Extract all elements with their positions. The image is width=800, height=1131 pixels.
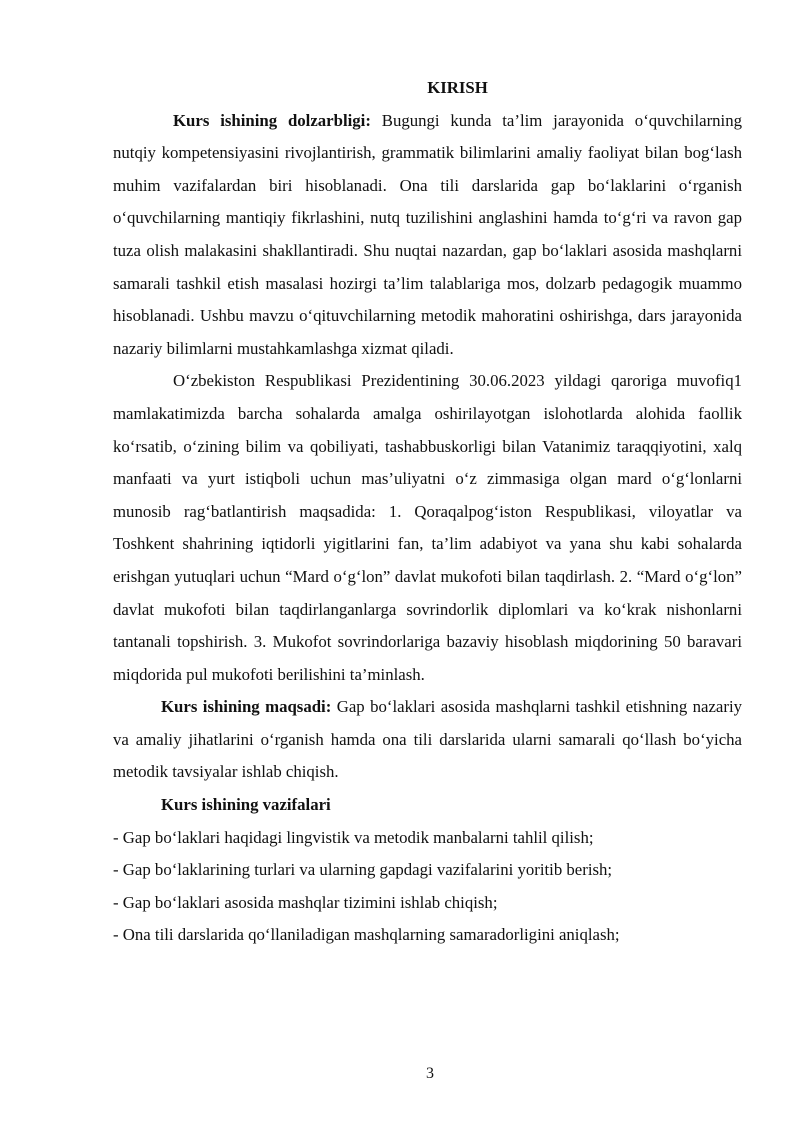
section-heading: KIRISH bbox=[427, 78, 488, 97]
task-item: - Gap bo‘laklari haqidagi lingvistik va metodik manbalarni tahlil qilish; bbox=[113, 827, 594, 847]
tasks-heading: Kurs ishining vazifalari bbox=[161, 795, 331, 815]
goal-text: Gap bo‘laklari asosida mashqlarni tashkil etishning nazariy va amaliy jihatlarini o‘rganish hamda ona tili darslarida ularni samarali qo‘llash bo‘yicha metodik tavsiyalar ishlab chiqish. bbox=[113, 697, 742, 782]
task-item: - Gap bo‘laklari asosida mashqlar tizimini ishlab chiqish; bbox=[113, 892, 498, 912]
decree-paragraph: O‘zbekiston Respublikasi Prezidentining 30.06.2023 yildagi qaroriga muvofiq1 mamlakatimizda barcha sohalarda amalga oshirilayotgan islohotlarda alohida faollik ko‘rsatib, o‘zining bilim va qobiliyati, tashabbuskorligi bilan Vatanimiz taraqqiyotini, xalq manfaati va yurt istiqboli uchun mas’uliyatni o‘z zimmasiga olgan mard o‘g‘lonlarni munosib rag‘batlantirish maqsadida: 1. Qoraqalpog‘iston Respublikasi, viloyatlar va Toshkent shahrining iqtidorli yigitlarini fan, ta’lim adabiyot va yana shu kabi sohalarda erishgan yutuqlari uchun “Mard o‘g‘lon” davlat mukofoti bilan taqdirlash. 2. “Mard o‘g‘lon” davlat mukofoti bilan taqdirlanganlarga sovrindorlik diplomlari va ko‘krak nishonlarni tantanali topshirish. 3. Mukofot sovrindorlariga bazaviy hisoblash miqdorining 50 baravari miqdorida pul mukofoti berilishini ta’minlash. bbox=[113, 371, 742, 684]
task-item: - Gap bo‘laklarining turlari va ularning gapdagi vazifalarini yoritib berish; bbox=[113, 860, 613, 880]
goal-label: Kurs ishining maqsadi: bbox=[161, 697, 332, 717]
relevance-label: Kurs ishining dolzarbligi: bbox=[173, 110, 371, 130]
page-number: 3 bbox=[426, 1065, 434, 1082]
relevance-text: Bugungi kunda ta’lim jarayonida o‘quvchilarning nutqiy kompetensiyasini rivojlantirish, grammatik bilimlarini amaliy faoliyat bilan bog‘lash muhim vazifalardan biri hisoblanadi. Ona tili darslarida gap bo‘laklarini o‘rganish o‘quvchilarning mantiqiy fikrlashini, nutq tuzilishini anglashini hamda to‘g‘ri va ravon gap tuza olish malakasini shakllantiradi. Shu nuqtai nazardan, gap bo‘laklari asosida mashqlarni samarali tashkil etish masalasi hozirgi ta’lim talablariga mos, dolzarb pedagogik muammo hisoblanadi. Ushbu mavzu o‘qituvchilarning metodik mahoratini oshirishga, dars jarayonida nazariy bilimlarni mustahkamlashga xizmat qiladi. bbox=[113, 110, 742, 358]
goal-paragraph bbox=[113, 691, 742, 789]
page-content bbox=[113, 72, 742, 952]
task-item: - Ona tili darslarida qo‘llaniladigan mashqlarning samaradorligini aniqlash; bbox=[113, 925, 620, 945]
relevance-paragraph bbox=[113, 105, 742, 366]
